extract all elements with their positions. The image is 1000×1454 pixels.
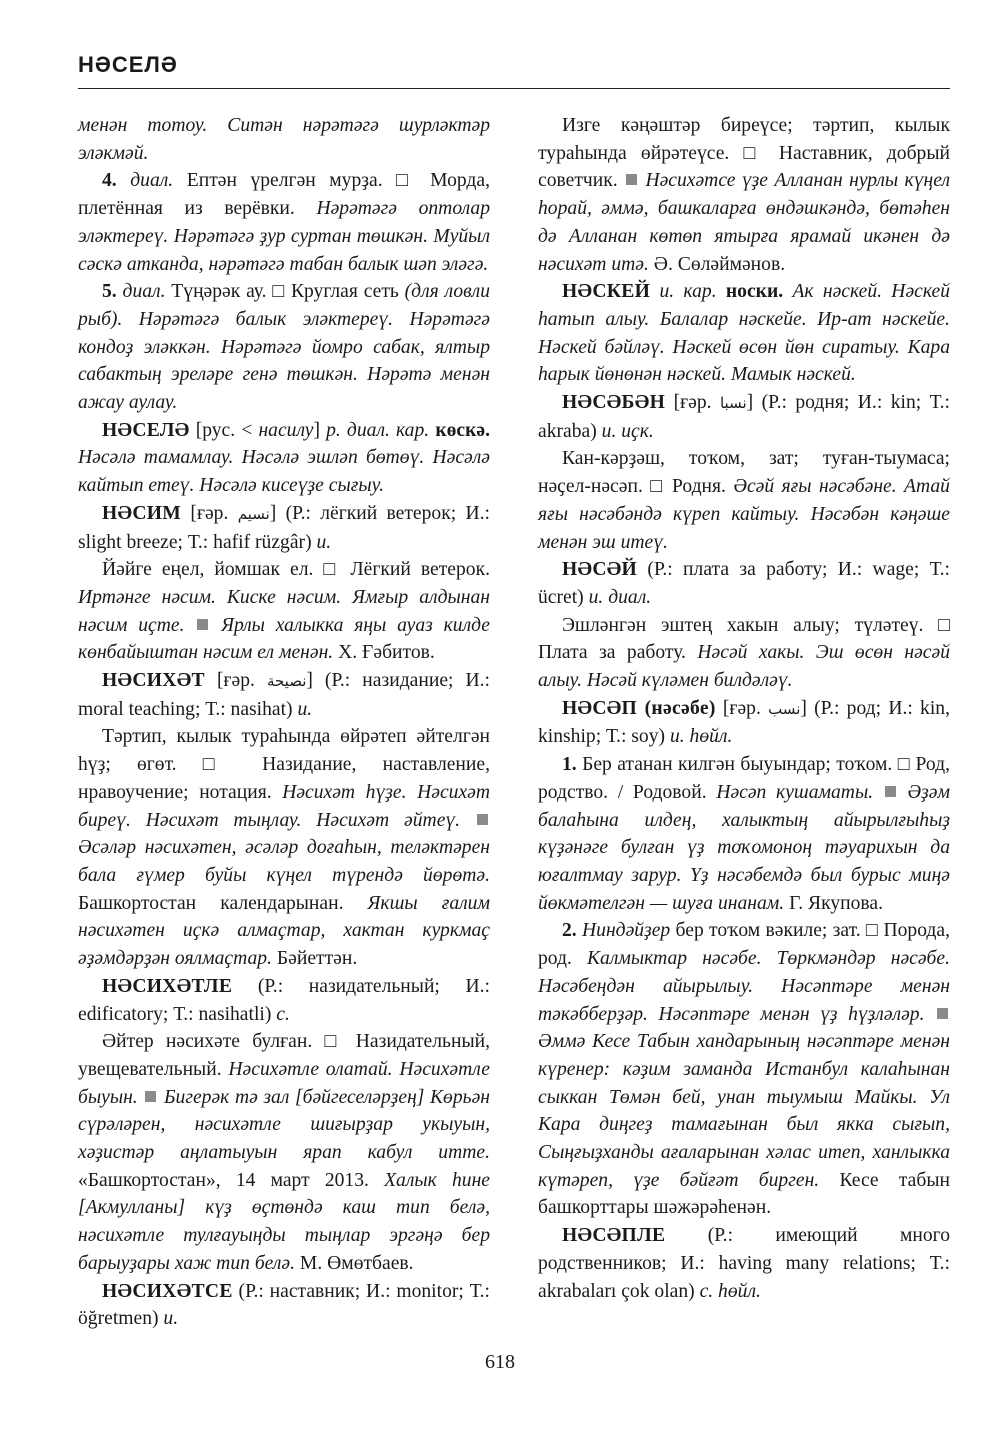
- headword: НӘСӘП (нәсәбе): [562, 697, 716, 719]
- translation-marker-icon: □: [650, 476, 665, 498]
- headword: НӘСИХӘТСЕ: [102, 1280, 233, 1302]
- headword: НӘСИХӘТЛЕ: [102, 975, 233, 997]
- headword: НӘСИХӘТ: [102, 670, 205, 692]
- example-marker-icon: [145, 1091, 156, 1102]
- translation-marker-icon: □: [396, 170, 417, 192]
- dictionary-paragraph: Йәйге еңел, йомшак ел. □ Лёгкий ветерок. Иртәнге нәсим. Киске нәсим. Ямғыр алдынан нәсим иҫте. Ярлы халыкка яңы ауаз килде көнбайыштан нәсим ел менән. Х. Ғәбитов.: [78, 559, 490, 664]
- example-marker-icon: [477, 814, 488, 825]
- headword: НӘСӘЙ: [562, 559, 638, 581]
- left-column: [78, 112, 490, 1333]
- headword: НӘСЕЛӘ: [102, 419, 190, 441]
- translation-marker-icon: □: [743, 142, 765, 164]
- translation-marker-icon: □: [938, 614, 950, 636]
- translation-marker-icon: □: [272, 281, 286, 303]
- dictionary-paragraph: НӘСЕЛӘ [рус. < насилу] р. диал. кар. көскә. Нәсәлә тамамлау. Нәсәлә эшләп бөтөү. Нәсәлә кайтып етеү. Нәсәлә кисеүҙе сығыу.: [78, 419, 490, 497]
- headword: НӘСӘПЛЕ: [562, 1225, 666, 1247]
- translation-marker-icon: □: [323, 559, 341, 581]
- headword: НӘСКЕЙ: [562, 281, 651, 303]
- dictionary-paragraph: НӘСИХӘТСЕ (Р.: наставник; И.: monitor; Т.: öğretmen) и.: [78, 1280, 490, 1330]
- example-marker-icon: [937, 1008, 948, 1019]
- header-rule: [78, 88, 950, 89]
- dictionary-paragraph: Әйтер нәсихәте булған. □ Назидательный, увещевательный. Нәсихәтле олатай. Нәсихәтле быуын. Бигерәк тә зал [бәйгеселәрҙең] Көрьән сүрәләрен, нәсихәтле шиғырҙар укыуын, хәҙистәр аңлатыуын ярап кабул итте. «Башкортостан», 14 март 2013. Халык һине [Акмулланы] күҙ өҫтөндә каш тип белә, нәсихәтле тулғауыңды тыңлар эргәңә бер барыуҙары хаж тип белә. М. Өмөтбаев.: [78, 1031, 491, 1274]
- dictionary-paragraph: НӘСӘПЛЕ (Р.: имеющий много родственников; И.: having many relations; Т.: akrabaları çok olan) с. һөйл.: [538, 1225, 950, 1302]
- dictionary-paragraph: Эшләнгән эштең хакын алыу; түләтеү. □ Плата за работу. Нәсәй хакы. Эш өсөн нәсәй алыу. Нәсәй күләмен билдәләү.: [538, 614, 950, 692]
- dictionary-paragraph: НӘСИХӘТ [ғәр. نصيحة] (Р.: назидание; И.: moral teaching; Т.: nasihat) и.: [78, 670, 490, 720]
- dictionary-paragraph: НӘСӘЙ (Р.: плата за работу; И.: wage; Т.: ücret) и. диал.: [538, 559, 950, 608]
- dictionary-paragraph: НӘСИМ [ғәр. نسيم] (Р.: лёгкий ветерок; И.: slight breeze; Т.: hafif rüzgâr) и.: [78, 502, 490, 553]
- headword: НӘСИМ: [102, 502, 182, 524]
- dictionary-paragraph: НӘСИХӘТЛЕ (Р.: назидательный; И.: edificatory; Т.: nasihatli) с.: [78, 975, 490, 1025]
- dictionary-paragraph: Кан-кәрҙәш, тоҡом, зат; туған-тыумаса; нәҫел-нәсәп. □ Родня. Әсәй яғы нәсәбәне. Атай яғы нәсәбәндә күреп кайтыу. Нәсәбән кәңәше менән эш итеү.: [538, 448, 950, 553]
- dictionary-paragraph: Тәртип, кылык тураһында өйрәтеп әйтелгән һүҙ; өгөт. □ Назидание, наставление, нравоучение; нотация. Нәсихәт һүҙе. Нәсихәт биреү. Нәсихәт тыңлау. Нәсихәт әйтеү. Әсәләр нәсихәтен, әсәләр доғаһын, теләктәрен бала ғүмер буйы күңел түрендә йөрөтә. Башкортостан календарынан. Якшы ғалим нәсихәтен иҫкә алмаҫтар, хактан куркмаҫ әҙәмдәрҙән оялмаҫтар. Бәйеттән.: [78, 726, 490, 970]
- dictionary-paragraph: менән тотоу. Ситән нәрәтәгә шурләктәр эләкмәй.: [78, 115, 490, 164]
- dictionary-paragraph: НӘСӘБӘН [ғәр. نسبا] (Р.: родня; И.: kin; Т.: akraba) и. иҫк.: [538, 392, 950, 442]
- dictionary-paragraph: 4. диал. Ептән үрелгән мурҙа. □ Морда, плетённая из верёвки. Нәрәтәгә оптолар эләктереү. Нәрәтәгә ҙур суртан төшкән. Муйыл сәскә атканда, нәрәтәгә табан балык шәп эләгә.: [78, 170, 490, 275]
- translation-marker-icon: □: [324, 1031, 344, 1053]
- dictionary-paragraph: Изге кәңәштәр биреүсе; тәртип, кылык тураһында өйрәтеүсе. □ Наставник, добрый советчик. Нәсихәтсе үҙе Алланан нурлы күңел һорай, әммә, башкаларға өндәшкәндә, бөтәһен дә Алланан көтөп ятырға ярамай икәнен дә нәсихәт итә. Ә. Сөләймәнов.: [538, 115, 950, 275]
- translation-marker-icon: □: [202, 754, 236, 776]
- dictionary-paragraph: НӘСӘП (нәсәбе) [ғәр. نسب] (Р.: род; И.: kin, kinship; Т.: soy) и. һөйл.: [538, 697, 950, 748]
- example-marker-icon: [197, 619, 208, 630]
- example-marker-icon: [626, 174, 637, 185]
- dictionary-paragraph: НӘСКЕЙ и. кар. носки. Ак нәскей. Нәскей һатып алыу. Балалар нәскейе. Ир-ат нәскейе. Нәскей бәйләү. Нәскей өсөн йөн сиратыу. Кара һарык йөнөнән нәскей. Мамык нәскей.: [538, 281, 951, 386]
- translation-marker-icon: □: [897, 754, 911, 776]
- translation-marker-icon: □: [865, 920, 879, 942]
- example-marker-icon: [885, 786, 896, 797]
- dictionary-paragraph: 1. Бер атанан килгән быуындар; тоҡом. □ Род, родство. / Родовой. Нәсәп кушаматы. Әҙәм балаһына илдең, халыктың айырылғыһыҙ күҙәнәге булған үҙ тоҡомоноң тәуарихын да юғалтмау зарур. Үҙ нәсәбемдә был бурыс миңә йөкмәтелгән — шуға инанам. Г. Якупова.: [538, 754, 950, 914]
- page-number: 618: [485, 1351, 515, 1373]
- running-head: НӘСЕЛӘ: [78, 52, 178, 77]
- right-column: [538, 112, 950, 1305]
- headword: НӘСӘБӘН: [562, 392, 666, 414]
- dictionary-paragraph: 5. диал. Түңәрәк ау. □ Круглая сеть (для ловли рыб). Нәрәтәгә балык эләктереү. Нәрәтәгә кондоҙ эләккән. Нәрәтәгә йомро сабак, ялтыр сабактың эреләре генә төшкән. Нәрәтә менән ажау аулау.: [78, 281, 490, 414]
- dictionary-paragraph: 2. Ниндәйҙер бер тоҡом вәкиле; зат. □ Порода, род. Калмыктар нәсәбе. Төркмәндәр нәсәбе. Нәсәбеңдән айырылыу. Нәсәптәре менән тәкәбберҙәр. Нәсәптәре менән үҙ һүҙләләр. Әммә Кесе Табын хандарының нәсәптәре менән күренер: кәҙим заманда Истанбул калаһынан сыккан Төмән бей, унан тыумыш Майкы. Ул Кара диңгеҙ тамағынан был якка сығып, Сыңғыҙханды ағаларынан хәлас итеп, ханлыкка күтәреп, үҙе бәйғәт бирген. Кесе табын башкорттары шәжәрәһенән.: [538, 920, 951, 1219]
